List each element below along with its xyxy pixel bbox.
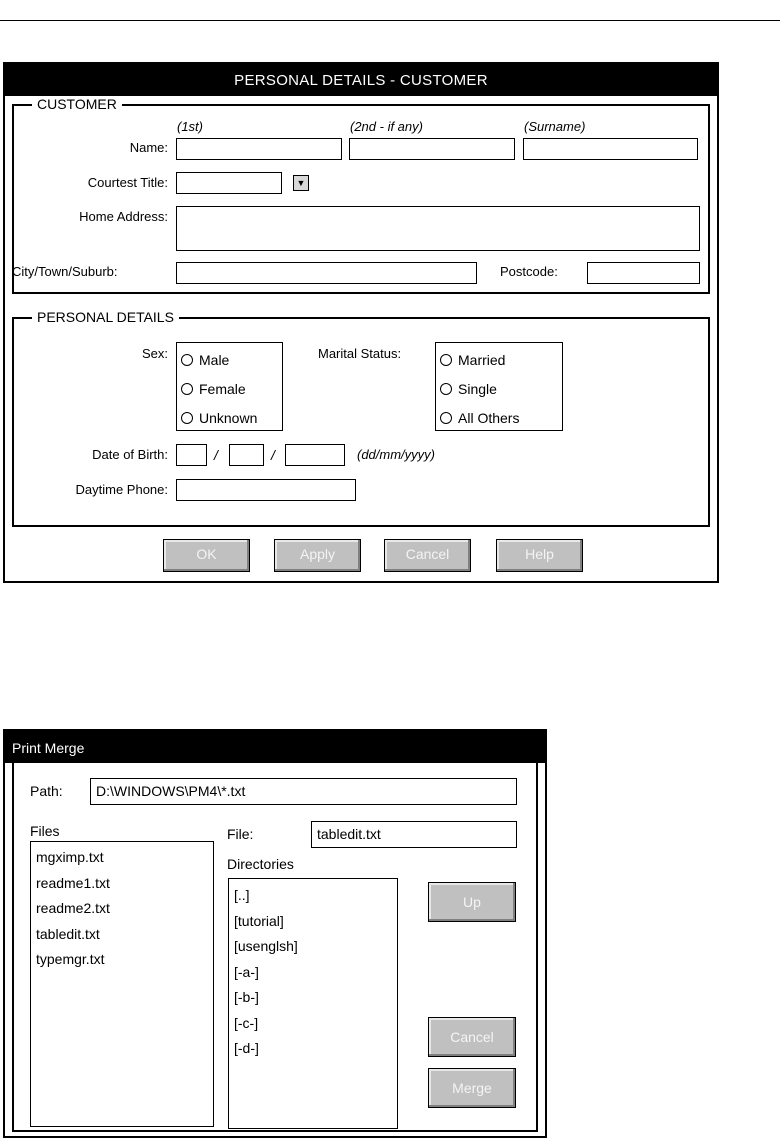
personal-details-dialog bbox=[3, 62, 719, 583]
print-merge-dialog bbox=[3, 729, 547, 1138]
surname-hint: (Surname) bbox=[524, 119, 586, 134]
list-item[interactable]: [usenglsh] bbox=[234, 938, 298, 954]
name-label: Name: bbox=[129, 140, 168, 155]
cancel-button[interactable]: Cancel bbox=[428, 1017, 516, 1057]
list-item[interactable]: mgximp.txt bbox=[36, 849, 104, 865]
ok-button[interactable]: OK bbox=[163, 539, 250, 572]
city-input[interactable] bbox=[176, 262, 477, 284]
marital-status-radio-group bbox=[435, 342, 563, 431]
list-item[interactable]: [tutorial] bbox=[234, 912, 284, 929]
files-listbox[interactable] bbox=[30, 841, 214, 1127]
sex-radio-group bbox=[176, 342, 283, 431]
first-name-hint: (1st) bbox=[177, 119, 203, 134]
list-item[interactable]: [-c-] bbox=[234, 1014, 259, 1031]
up-button[interactable]: Up bbox=[428, 882, 516, 922]
file-name-input[interactable]: tabledit.txt bbox=[311, 821, 517, 848]
home-address-input[interactable] bbox=[176, 206, 700, 251]
list-item[interactable]: typemgr.txt bbox=[36, 951, 105, 967]
sex-label: Sex: bbox=[141, 346, 168, 361]
customer-group bbox=[12, 96, 710, 294]
sex-option-unknown[interactable]: Unknown bbox=[177, 403, 282, 432]
home-address-label: Home Address: bbox=[79, 209, 168, 224]
courtesy-title-label: Courtest Title: bbox=[87, 175, 168, 190]
dialog-title-bar: Print Merge bbox=[5, 731, 545, 763]
dob-format-hint: (dd/mm/yyyy) bbox=[357, 447, 435, 462]
radio-button-icon[interactable] bbox=[440, 383, 452, 395]
page-top-rule bbox=[0, 20, 780, 21]
list-item[interactable]: readme2.txt bbox=[36, 900, 110, 916]
marital-status-label: Marital Status: bbox=[318, 346, 402, 361]
radio-button-icon[interactable] bbox=[181, 412, 193, 424]
radio-button-icon[interactable] bbox=[440, 412, 452, 424]
personal-details-group-legend: PERSONAL DETAILS bbox=[32, 309, 179, 325]
date-of-birth-label: Date of Birth: bbox=[92, 447, 168, 462]
sex-option-male[interactable]: Male bbox=[177, 345, 282, 374]
postcode-input[interactable] bbox=[587, 262, 700, 284]
radio-button-icon[interactable] bbox=[181, 354, 193, 366]
list-item[interactable]: [-d-] bbox=[234, 1040, 259, 1056]
middle-name-hint: (2nd - if any) bbox=[350, 119, 423, 134]
print-merge-body bbox=[12, 763, 538, 1132]
radio-button-icon[interactable] bbox=[440, 354, 452, 366]
path-label: Path: bbox=[30, 783, 63, 799]
files-label: Files bbox=[30, 823, 60, 839]
list-item[interactable]: readme1.txt bbox=[36, 874, 110, 891]
path-input[interactable]: D:\WINDOWS\PM4\*.txt bbox=[90, 778, 517, 805]
dob-separator: / bbox=[271, 447, 275, 463]
merge-button[interactable]: Merge bbox=[428, 1068, 516, 1108]
middle-name-input[interactable] bbox=[349, 138, 515, 160]
daytime-phone-label: Daytime Phone: bbox=[75, 482, 168, 497]
dob-month-input[interactable] bbox=[229, 444, 264, 466]
radio-button-icon[interactable] bbox=[181, 383, 193, 395]
sex-option-female[interactable]: Female bbox=[177, 374, 282, 403]
surname-input[interactable] bbox=[523, 138, 698, 160]
list-item[interactable]: tabledit.txt bbox=[36, 925, 100, 942]
daytime-phone-input[interactable] bbox=[176, 479, 356, 501]
postcode-label: Postcode: bbox=[500, 264, 558, 279]
personal-details-group bbox=[12, 309, 710, 527]
marital-option-married[interactable]: Married bbox=[436, 345, 562, 374]
first-name-input[interactable] bbox=[176, 138, 342, 160]
dialog-title-bar: PERSONAL DETAILS - CUSTOMER bbox=[5, 64, 717, 96]
city-label: City/Town/Suburb: bbox=[12, 264, 118, 279]
file-label: File: bbox=[227, 826, 254, 842]
chevron-down-icon[interactable]: ▼ bbox=[293, 175, 309, 191]
list-item[interactable]: [-a-] bbox=[234, 963, 259, 980]
list-item[interactable]: [-b-] bbox=[234, 989, 259, 1005]
directories-listbox[interactable] bbox=[228, 878, 398, 1129]
dob-separator: / bbox=[214, 447, 218, 463]
list-item[interactable]: [..] bbox=[234, 887, 250, 903]
customer-group-legend: CUSTOMER bbox=[32, 96, 122, 112]
help-button[interactable]: Help bbox=[496, 539, 583, 572]
apply-button[interactable]: Apply bbox=[274, 539, 361, 572]
dob-year-input[interactable] bbox=[285, 444, 345, 466]
marital-option-all-others[interactable]: All Others bbox=[436, 403, 562, 432]
marital-option-single[interactable]: Single bbox=[436, 374, 562, 403]
dob-day-input[interactable] bbox=[176, 444, 207, 466]
cancel-button[interactable]: Cancel bbox=[384, 539, 471, 572]
courtesy-title-select[interactable] bbox=[176, 172, 282, 194]
directories-label: Directories bbox=[227, 856, 294, 872]
